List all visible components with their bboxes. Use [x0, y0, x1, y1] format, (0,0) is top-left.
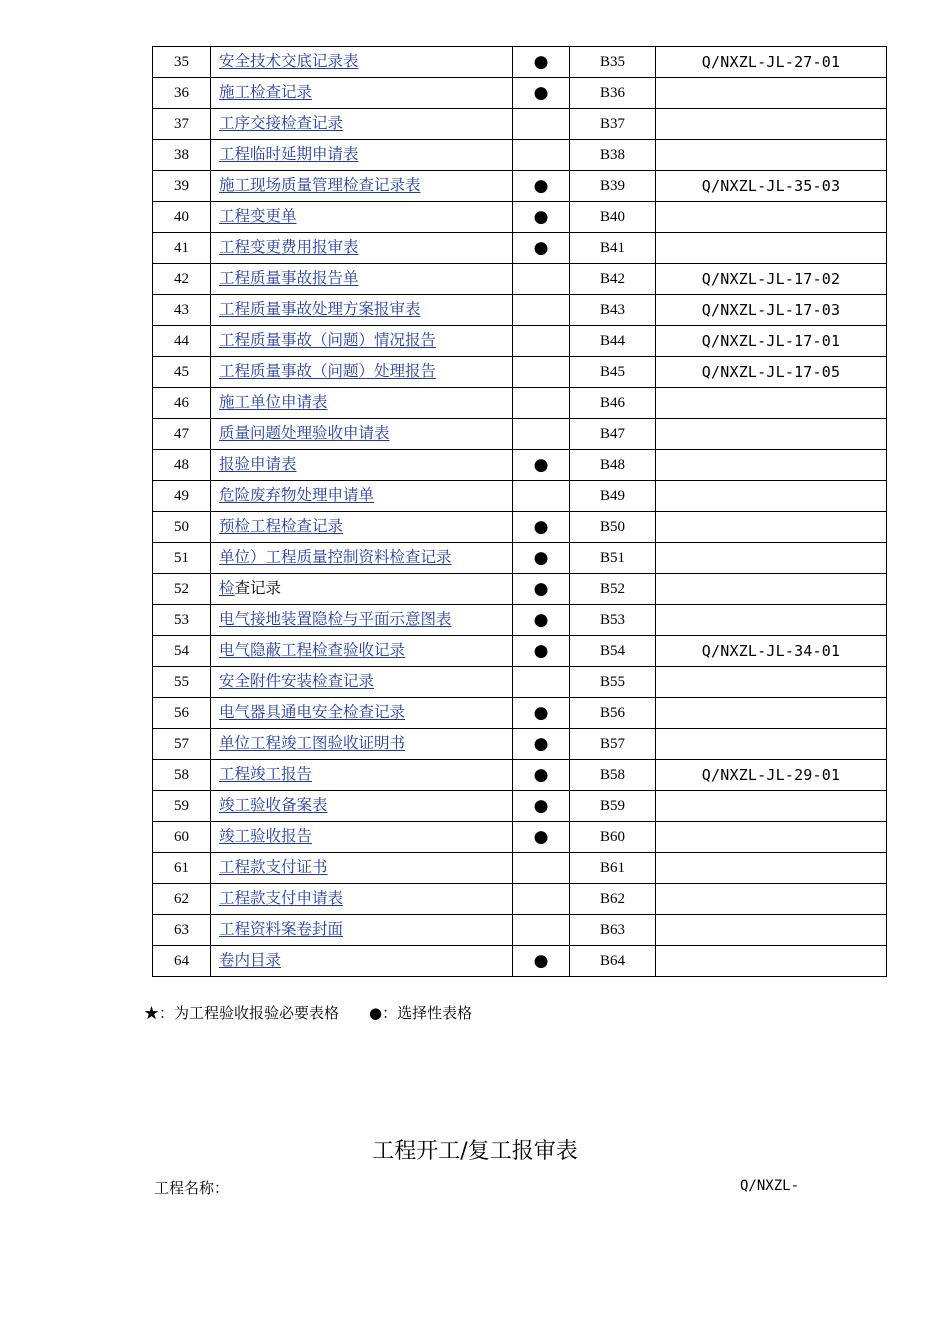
- optional-mark: [513, 915, 570, 946]
- form-name-cell: [211, 636, 513, 667]
- standard-number-cell: [656, 729, 887, 760]
- form-name-cell: [211, 233, 513, 264]
- form-code-cell: B41: [570, 233, 656, 264]
- optional-mark: ●: [513, 636, 570, 667]
- form-name-cell: [211, 326, 513, 357]
- form-name-link[interactable]: 工程款支付证书: [219, 858, 328, 877]
- row-number: 62: [153, 884, 211, 915]
- standard-number-cell: [656, 667, 887, 698]
- standard-number-cell: [656, 884, 887, 915]
- legend: [144, 1002, 472, 1023]
- form-name-link[interactable]: 安全技术交底记录表: [219, 52, 359, 71]
- form-name-link[interactable]: 报验申请表: [219, 455, 297, 474]
- form-code-cell: B35: [570, 47, 656, 78]
- form-name-link[interactable]: 单位工程竣工图验收证明书: [219, 734, 406, 753]
- form-name-link[interactable]: 卷内目录: [219, 951, 282, 970]
- form-code-cell: B36: [570, 78, 656, 109]
- table-body: [153, 47, 887, 977]
- optional-mark: [513, 295, 570, 326]
- form-name-cell: [211, 109, 513, 140]
- legend-required: ★：为工程验收报验必要表格: [144, 1004, 340, 1022]
- row-number: 55: [153, 667, 211, 698]
- table-row: [153, 729, 887, 760]
- table-row: [153, 264, 887, 295]
- row-number: 40: [153, 202, 211, 233]
- form-name-cell: [211, 357, 513, 388]
- table-row: [153, 47, 887, 78]
- form-name-link[interactable]: 工程临时延期申请表: [219, 145, 359, 164]
- form-code-cell: B56: [570, 698, 656, 729]
- table-row: [153, 109, 887, 140]
- standard-number-cell: [656, 233, 887, 264]
- optional-mark: [513, 667, 570, 698]
- table-row: [153, 915, 887, 946]
- row-number: 46: [153, 388, 211, 419]
- optional-mark: [513, 419, 570, 450]
- row-number: 57: [153, 729, 211, 760]
- optional-mark: [513, 357, 570, 388]
- standard-number-cell: [656, 698, 887, 729]
- optional-mark: ●: [513, 760, 570, 791]
- form-code-cell: B52: [570, 574, 656, 605]
- form-code-cell: B60: [570, 822, 656, 853]
- form-code-cell: B51: [570, 543, 656, 574]
- form-name-cell: [211, 264, 513, 295]
- table-row: [153, 698, 887, 729]
- form-name-link[interactable]: 危险废弃物处理申请单: [219, 486, 375, 505]
- row-number: 58: [153, 760, 211, 791]
- table-row: [153, 605, 887, 636]
- form-name-cell: [211, 78, 513, 109]
- standard-number-cell: Q/NXZL-JL-35-03: [656, 171, 887, 202]
- optional-mark: ●: [513, 946, 570, 977]
- form-code-cell: B49: [570, 481, 656, 512]
- optional-mark: ●: [513, 47, 570, 78]
- form-name-link[interactable]: 施工现场质量管理检查记录表: [219, 176, 421, 195]
- optional-mark: ●: [513, 791, 570, 822]
- row-number: 50: [153, 512, 211, 543]
- form-name-cell: [211, 729, 513, 760]
- optional-mark: ●: [513, 543, 570, 574]
- form-code: Q/NXZL-: [740, 1178, 800, 1194]
- table-row: [153, 326, 887, 357]
- form-name-cell: [211, 822, 513, 853]
- row-number: 41: [153, 233, 211, 264]
- optional-mark: [513, 388, 570, 419]
- form-name-cell: [211, 140, 513, 171]
- form-code-cell: B45: [570, 357, 656, 388]
- standard-number-cell: [656, 605, 887, 636]
- form-name-cell: [211, 605, 513, 636]
- table-row: [153, 760, 887, 791]
- form-title: 工程开工/复工报审表: [372, 1139, 578, 1164]
- row-number: 53: [153, 605, 211, 636]
- form-name-link[interactable]: 安全附件安装检查记录: [219, 672, 375, 691]
- standard-number-cell: [656, 202, 887, 233]
- standard-number-cell: [656, 822, 887, 853]
- row-number: 49: [153, 481, 211, 512]
- table-row: [153, 171, 887, 202]
- form-name-link[interactable]: 工程变更费用报审表: [219, 238, 359, 257]
- optional-mark: ●: [513, 202, 570, 233]
- standard-number-cell: Q/NXZL-JL-17-01: [656, 326, 887, 357]
- form-name-link[interactable]: 施工检查记录: [219, 83, 313, 102]
- optional-mark: ●: [513, 822, 570, 853]
- form-code-cell: B46: [570, 388, 656, 419]
- row-number: 51: [153, 543, 211, 574]
- form-name-link[interactable]: 电气器具通电安全检查记录: [219, 703, 406, 722]
- standard-number-cell: [656, 853, 887, 884]
- legend-optional: ●：选择性表格: [369, 1004, 473, 1022]
- form-code-cell: B44: [570, 326, 656, 357]
- table-row: [153, 636, 887, 667]
- standard-number-cell: [656, 450, 887, 481]
- optional-mark: ●: [513, 450, 570, 481]
- form-name-link[interactable]: 工程质量事故（问题）处理报告: [219, 362, 437, 381]
- table-row: [153, 78, 887, 109]
- table-row: [153, 543, 887, 574]
- table-row: [153, 450, 887, 481]
- standard-number-cell: Q/NXZL-JL-34-01: [656, 636, 887, 667]
- optional-mark: ●: [513, 171, 570, 202]
- standard-number-cell: Q/NXZL-JL-17-05: [656, 357, 887, 388]
- form-name-link[interactable]: 检: [219, 579, 235, 598]
- form-code-cell: B37: [570, 109, 656, 140]
- form-code-cell: B54: [570, 636, 656, 667]
- form-name-link[interactable]: 工程竣工报告: [219, 765, 313, 784]
- standard-number-cell: [656, 78, 887, 109]
- form-name-link[interactable]: 质量问题处理验收申请表: [219, 424, 390, 443]
- form-name-cell: [211, 915, 513, 946]
- form-code-cell: B38: [570, 140, 656, 171]
- row-number: 36: [153, 78, 211, 109]
- form-name-cell: [211, 760, 513, 791]
- standard-number-cell: [656, 915, 887, 946]
- form-name-link[interactable]: 竣工验收备案表: [219, 796, 328, 815]
- table-row: [153, 853, 887, 884]
- standard-number-cell: [656, 140, 887, 171]
- table-row: [153, 822, 887, 853]
- row-number: 48: [153, 450, 211, 481]
- table-row: [153, 946, 887, 977]
- form-name-link[interactable]: 工程款支付申请表: [219, 889, 344, 908]
- row-number: 60: [153, 822, 211, 853]
- standard-number-cell: [656, 388, 887, 419]
- form-code-cell: B47: [570, 419, 656, 450]
- standard-number-cell: Q/NXZL-JL-29-01: [656, 760, 887, 791]
- form-code-cell: B48: [570, 450, 656, 481]
- form-code-cell: B40: [570, 202, 656, 233]
- form-name-link[interactable]: 工程质量事故（问题）情况报告: [219, 331, 437, 350]
- standard-number-cell: [656, 419, 887, 450]
- form-code-cell: B62: [570, 884, 656, 915]
- standard-number-cell: [656, 512, 887, 543]
- form-name-cell: [211, 481, 513, 512]
- table-row: [153, 295, 887, 326]
- row-number: 45: [153, 357, 211, 388]
- standard-number-cell: [656, 946, 887, 977]
- optional-mark: [513, 481, 570, 512]
- standard-number-cell: Q/NXZL-JL-17-03: [656, 295, 887, 326]
- form-name-cell: [211, 791, 513, 822]
- standard-number-cell: [656, 109, 887, 140]
- form-name-link[interactable]: 工程资料案卷封面: [219, 920, 344, 939]
- form-name-link[interactable]: 工程变更单: [219, 207, 297, 226]
- standard-number-cell: [656, 481, 887, 512]
- table-row: [153, 357, 887, 388]
- form-name-cell: [211, 512, 513, 543]
- table-row: [153, 481, 887, 512]
- form-name-cell: [211, 419, 513, 450]
- row-number: 39: [153, 171, 211, 202]
- form-code-cell: B57: [570, 729, 656, 760]
- optional-mark: ●: [513, 512, 570, 543]
- form-name-link[interactable]: 电气隐蔽工程检查验收记录: [219, 641, 406, 660]
- form-code-cell: B63: [570, 915, 656, 946]
- form-name-cell: [211, 47, 513, 78]
- optional-mark: [513, 853, 570, 884]
- form-name-cell: [211, 295, 513, 326]
- form-name-cell: [211, 853, 513, 884]
- form-code-cell: B42: [570, 264, 656, 295]
- form-name-cell: [211, 574, 513, 605]
- row-number: 59: [153, 791, 211, 822]
- optional-mark: ●: [513, 574, 570, 605]
- optional-mark: [513, 140, 570, 171]
- table-row: [153, 202, 887, 233]
- form-code-cell: B43: [570, 295, 656, 326]
- form-name-link[interactable]: 竣工验收报告: [219, 827, 313, 846]
- form-name-link[interactable]: 工程质量事故处理方案报审表: [219, 300, 421, 319]
- row-number: 52: [153, 574, 211, 605]
- form-name-link[interactable]: 电气接地装置隐检与平面示意图表: [219, 610, 452, 629]
- row-number: 42: [153, 264, 211, 295]
- form-name-cell: [211, 388, 513, 419]
- form-name-link[interactable]: 单位）工程质量控制资料检查记录: [219, 548, 452, 567]
- form-name-cell: [211, 202, 513, 233]
- optional-mark: ●: [513, 78, 570, 109]
- form-code-cell: B59: [570, 791, 656, 822]
- row-number: 37: [153, 109, 211, 140]
- form-name-cell: [211, 946, 513, 977]
- table-row: [153, 388, 887, 419]
- form-code-cell: B53: [570, 605, 656, 636]
- form-name-cell: [211, 450, 513, 481]
- form-name-cell: [211, 543, 513, 574]
- standard-number-cell: [656, 543, 887, 574]
- form-name-rest: 查记录: [234, 579, 282, 598]
- form-name-cell: [211, 884, 513, 915]
- optional-mark: ●: [513, 729, 570, 760]
- form-name-link[interactable]: 工序交接检查记录: [219, 114, 344, 133]
- table-row: [153, 791, 887, 822]
- form-name-cell: [211, 698, 513, 729]
- form-name-link[interactable]: 施工单位申请表: [219, 393, 328, 412]
- form-code-cell: B58: [570, 760, 656, 791]
- table-row: [153, 233, 887, 264]
- optional-mark: [513, 884, 570, 915]
- row-number: 47: [153, 419, 211, 450]
- form-code-cell: B50: [570, 512, 656, 543]
- forms-index-table: [152, 46, 887, 977]
- standard-number-cell: [656, 574, 887, 605]
- row-number: 54: [153, 636, 211, 667]
- row-number: 35: [153, 47, 211, 78]
- form-name-link[interactable]: 工程质量事故报告单: [219, 269, 359, 288]
- row-number: 61: [153, 853, 211, 884]
- form-code-cell: B55: [570, 667, 656, 698]
- standard-number-cell: Q/NXZL-JL-27-01: [656, 47, 887, 78]
- form-name-cell: [211, 667, 513, 698]
- table-row: [153, 140, 887, 171]
- row-number: 43: [153, 295, 211, 326]
- project-name-label: 工程名称：: [154, 1179, 230, 1197]
- form-code-cell: B39: [570, 171, 656, 202]
- form-code-cell: B64: [570, 946, 656, 977]
- table-row: [153, 884, 887, 915]
- table-row: [153, 574, 887, 605]
- optional-mark: ●: [513, 233, 570, 264]
- standard-number-cell: [656, 791, 887, 822]
- row-number: 38: [153, 140, 211, 171]
- table-row: [153, 667, 887, 698]
- optional-mark: [513, 264, 570, 295]
- row-number: 44: [153, 326, 211, 357]
- optional-mark: ●: [513, 698, 570, 729]
- row-number: 56: [153, 698, 211, 729]
- optional-mark: [513, 109, 570, 140]
- optional-mark: [513, 326, 570, 357]
- table-row: [153, 512, 887, 543]
- optional-mark: ●: [513, 605, 570, 636]
- table-row: [153, 419, 887, 450]
- standard-number-cell: Q/NXZL-JL-17-02: [656, 264, 887, 295]
- row-number: 63: [153, 915, 211, 946]
- form-name-cell: [211, 171, 513, 202]
- row-number: 64: [153, 946, 211, 977]
- form-code-cell: B61: [570, 853, 656, 884]
- form-name-link[interactable]: 预检工程检查记录: [219, 517, 344, 536]
